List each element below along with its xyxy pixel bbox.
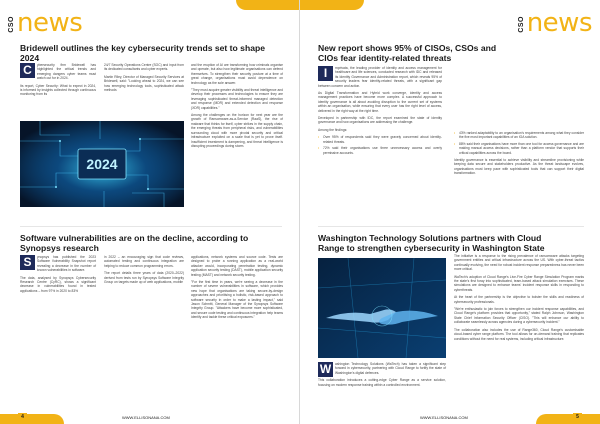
article-bridewell-col1 <box>20 63 96 100</box>
findings-list-continued <box>454 131 584 155</box>
list-item: • 72% said their organisations use three unnecessary access and overly permissive accounts. <box>318 146 442 155</box>
accent-corner-bottom-right <box>536 414 600 424</box>
paragraph: 24/7 Security Operations Centre (SOC) and input from its dedicated consultants and cyber experts. <box>104 63 184 72</box>
paragraph: The initiative is a response to the rising prevalence of ransomware attacks targeting government entities and critical infrastructure across the US. With cyber-threat tactics continually evolving, the need for robust incident response preparedness has never been more critical. <box>454 254 584 272</box>
paragraph: Among the challenges on the horizon for next year are the growth of Ransomware-as-a-Service (RaaS), the rise of malware that thinks for itself, cyber strikes in the supply chain, the emerging threats from peripheral risks, and vulnerabilities surrounding cloud with more pivotal security and critical infrastructure exploited on a scale that is yet to prove itself. Insufficient investment is dampening, and threat intelligence is disrupting proceedings during storm. <box>191 113 283 148</box>
masthead-brand: CSO <box>8 16 15 33</box>
article-synopsys-col1 <box>20 255 96 296</box>
article-headline-watech: Washington Technology Solutions partners with Cloud Range to strengthen cybersecurity in Washington State <box>318 233 545 253</box>
folio-url: WWW.ELLISONANA.COM <box>122 415 170 420</box>
article-bridewell-col3 <box>191 63 283 209</box>
article-bridewell-col2 <box>104 63 184 95</box>
right-page <box>300 0 600 424</box>
paragraph: ashington Technology Solutions (WaTech) has taken a significant step forward in cybersecurity, partnering with Cloud Range to fortify the state of Washington's digital defences. <box>335 362 446 375</box>
article-headline-imprivata: New report shows 95% of CISOs, CSOs and CIOs fear identity-related threats <box>318 43 497 63</box>
right-masthead <box>518 6 592 36</box>
masthead-word: news <box>526 8 592 38</box>
page-number: 5 <box>573 413 582 422</box>
paragraph: Developed in partnership with IDC, the report examined the state of identity governance and how organisations are addressing the challenge. <box>318 116 442 125</box>
list-item: • 88% said their organisations have more than one tool for access governance and are making manual access decisions, rather than a platform vendor that supports their critical capabilities across the board. <box>454 142 584 155</box>
findings-list <box>318 135 442 155</box>
paragraph: "We're enthusiastic to join forces to strengthen our incident response capabilities, and Cloud Range's platform provides that opportunity," stated Ralph Johnson, Washington State Chief Information Security Officer (CISO). "This will enhance our ability to collaborate seamlessly across agencies during a cybersecurity incident." <box>454 307 584 325</box>
article-watech-col2 <box>454 254 584 406</box>
paragraph: Its report, Cyber Security: What to expect in 2024, is informed by insights collected through continuous monitoring from its <box>20 83 96 97</box>
page-number: 4 <box>18 413 27 422</box>
paragraph: The data, analysed by Synopsys Cybersecurity Research Centre (CyRC), shows a significant decrease in vulnerabilities found in tested applications – from 97% in 2020 to 83% <box>20 275 96 293</box>
dropcap: S <box>20 255 35 270</box>
dropcap: I <box>318 66 333 81</box>
paragraph: WaTech's adoption of Cloud Range's Live-Fire Cyber Range Simulation Program marks the state's first foray into sophisticated, team-based attack simulation exercises. These simulations are designed to enhance teams' incident response skills in responding to cyberthreats. <box>454 274 584 292</box>
article-headline-bridewell: Bridewell outlines the key cybersecurity trends set to shape 2024 <box>20 43 266 63</box>
dropcap: W <box>319 362 332 376</box>
list-item: • Over 95% of respondents said they were gravely concerned about identity-related threats. <box>318 135 442 144</box>
paragraph: Martin Riley, Director of Managed Security Services at Bridewell, said: "Looking ahead to 2024, we can see how emerging technology tools, sophisticated attack methods <box>104 74 184 93</box>
list-item: • 43% ranked adaptability to an organisation's requirements among what they consider the five most important capabilities of an IGA solution. <box>454 131 584 140</box>
section-divider <box>20 226 282 227</box>
svg-text:2024: 2024 <box>86 156 118 172</box>
paragraph: and the eruption of AI are transforming how criminals organise and operate, but also how legitimate organisations can defend themselves. To strengthen their security posture at a time of great change, organisations must avoid dependence on technology as the sole answer. <box>191 63 283 85</box>
paragraph: Identity governance is essential to achieve visibility and streamline provisioning while keeping data secure and stakeholders productive. As the threat landscape evolves, organisations must keep pace with sophisticated tools that can support their digital transformation. <box>454 158 584 176</box>
handshake-image <box>318 258 446 358</box>
folio-url: WWW.ELLISONANA.COM <box>420 415 468 420</box>
paragraph: The collaboration also includes the use of Range360, Cloud Range's customisable cloud-based cyber range platform. The tool allows for on-demand training that replicates conditions without the need for real systems, including critical infrastructure. <box>454 327 584 341</box>
paragraph: Among the findings: <box>318 127 348 132</box>
article-watech-col1 <box>318 362 446 390</box>
paragraph: "For the first time in years, we're seeing a decrease in the number of severe vulnerabilities in software, which provides new hope that organisations are taking secure-by-design approaches and prioritising a holistic, risk-based approach to software security in order to make a lasting impact," said Jason Schmitt, General Manager of the Synopsys Software Integrity Group. "Attackers have become more sophisticated, and secure code testing and continuous integration help teams identify and tackle these critical exposures." <box>191 280 283 320</box>
paragraph: in 2022 – an encouraging sign that code reviews, automated testing and continuous integration are helping to reduce common programming errors. <box>104 255 184 268</box>
accent-corner-bottom-left <box>0 414 64 424</box>
paragraph: At the heart of the partnership is the objective to bolster the skills and readiness of cybersecurity professionals. <box>454 295 584 304</box>
paragraph: ybersecurity firm Bridewell has highlighted the critical trends and emerging dangers cyber teams must watch out for in 2024. <box>37 63 96 81</box>
paragraph: The report details three years of data (2020–2022) derived from tests run by Synopsys Software Integrity Group on targets made up of web applications, mobile <box>104 271 184 285</box>
left-masthead <box>8 6 82 36</box>
paragraph: applications, network systems and source code. Tests are designed to probe a running application as a real-world attacker would, incorporating penetration testing, dynamic application security testing (DAST), mobile application security testing (MAST) and network security testing. <box>191 255 283 277</box>
article-headline-synopsys: Software vulnerabilities are on the decline, according to Synopsys research <box>20 233 249 253</box>
paragraph: ynopsys has published the 2023 Software Vulnerability Snapshot report revealing a decrease in the number of known vulnerabilities in software. <box>37 255 96 273</box>
circuit-board-image <box>20 121 184 207</box>
masthead-brand: CSO <box>517 16 525 33</box>
article-synopsys-col3 <box>191 255 283 405</box>
paragraph: As Digital Transformation and Hybrid work converge, identity and access management practices have become more complex. A successful approach to identity governance is all about avoiding disruption to the current set of systems within an organisation, while ensuring that every user has the right level of access, delivered in the right way at the right time. <box>318 91 442 113</box>
masthead-word: news <box>17 8 83 38</box>
paragraph: "They must acquire greater visibility and threat intelligence and develop their processes and technologies to ensure they are leveraging sophisticated threat-informed managed detection and response (MDR) and extended detection and response (XDR) capabilities." <box>191 88 283 110</box>
article-imprivata-col2 <box>454 131 584 216</box>
article-imprivata-col1 <box>318 66 442 216</box>
section-divider <box>318 226 584 227</box>
article-synopsys-col2 <box>104 255 184 287</box>
dropcap: C <box>20 63 35 78</box>
accent-corner-top-left <box>300 0 364 10</box>
paragraph: This collaboration introduces a cutting-edge Cyber Range as a service solution, focusing on modern response training within a controlled environment. <box>318 378 446 387</box>
paragraph: mprivata, the leading provider of identity and access management for healthcare and life sciences, conducted research with IDC and released its Identity Governance and Administration report, which reveals 95% of security leaders fear identity-related threats, with a significant gap between concern and action. <box>318 66 442 88</box>
accent-corner-top-right <box>236 0 300 10</box>
